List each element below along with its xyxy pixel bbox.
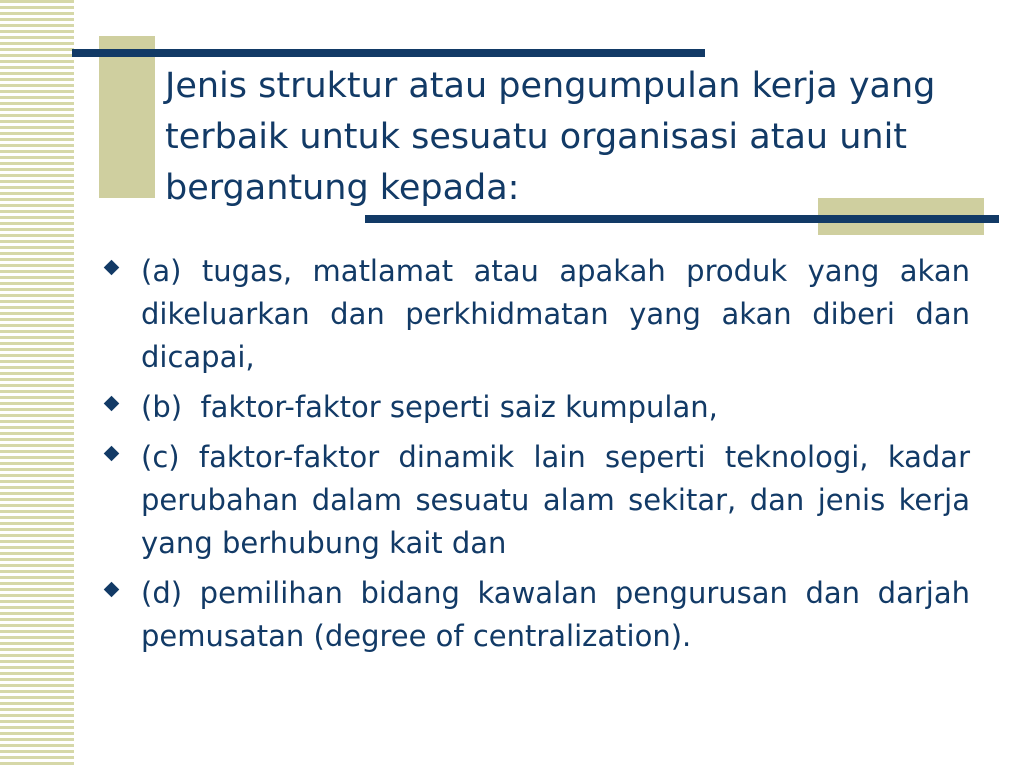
bullet-text: (a) tugas, matlamat atau apakah produk yang akan dikeluarkan dan perkhidmatan yang akan diberi dan dicapai, [141, 254, 970, 374]
bullet-item-a [104, 250, 970, 379]
bullet-text: (b) faktor-faktor seperti saiz kumpulan, [141, 390, 718, 424]
diamond-icon [104, 582, 120, 598]
decorative-stripe-bar [0, 0, 74, 768]
bullet-list [104, 250, 970, 665]
bullet-text: (c) faktor-faktor dinamik lain seperti teknologi, kadar perubahan dalam sesuatu alam sekitar, dan jenis kerja yang berhubung kait dan [141, 440, 970, 560]
bottom-rule [365, 215, 999, 223]
bullet-item-c [104, 436, 970, 565]
diamond-icon [104, 260, 120, 276]
top-rule [72, 49, 705, 57]
bullet-item-d [104, 572, 970, 658]
accent-block-left [99, 36, 155, 198]
bullet-text: (d) pemilihan bidang kawalan pengurusan dan darjah pemusatan (degree of centralization). [141, 576, 970, 653]
diamond-icon [104, 446, 120, 462]
bullet-item-b [104, 386, 970, 429]
slide-title: Jenis struktur atau pengumpulan kerja yang terbaik untuk sesuatu organisasi atau unit bergantung kepada: [165, 66, 936, 208]
diamond-icon [104, 396, 120, 412]
